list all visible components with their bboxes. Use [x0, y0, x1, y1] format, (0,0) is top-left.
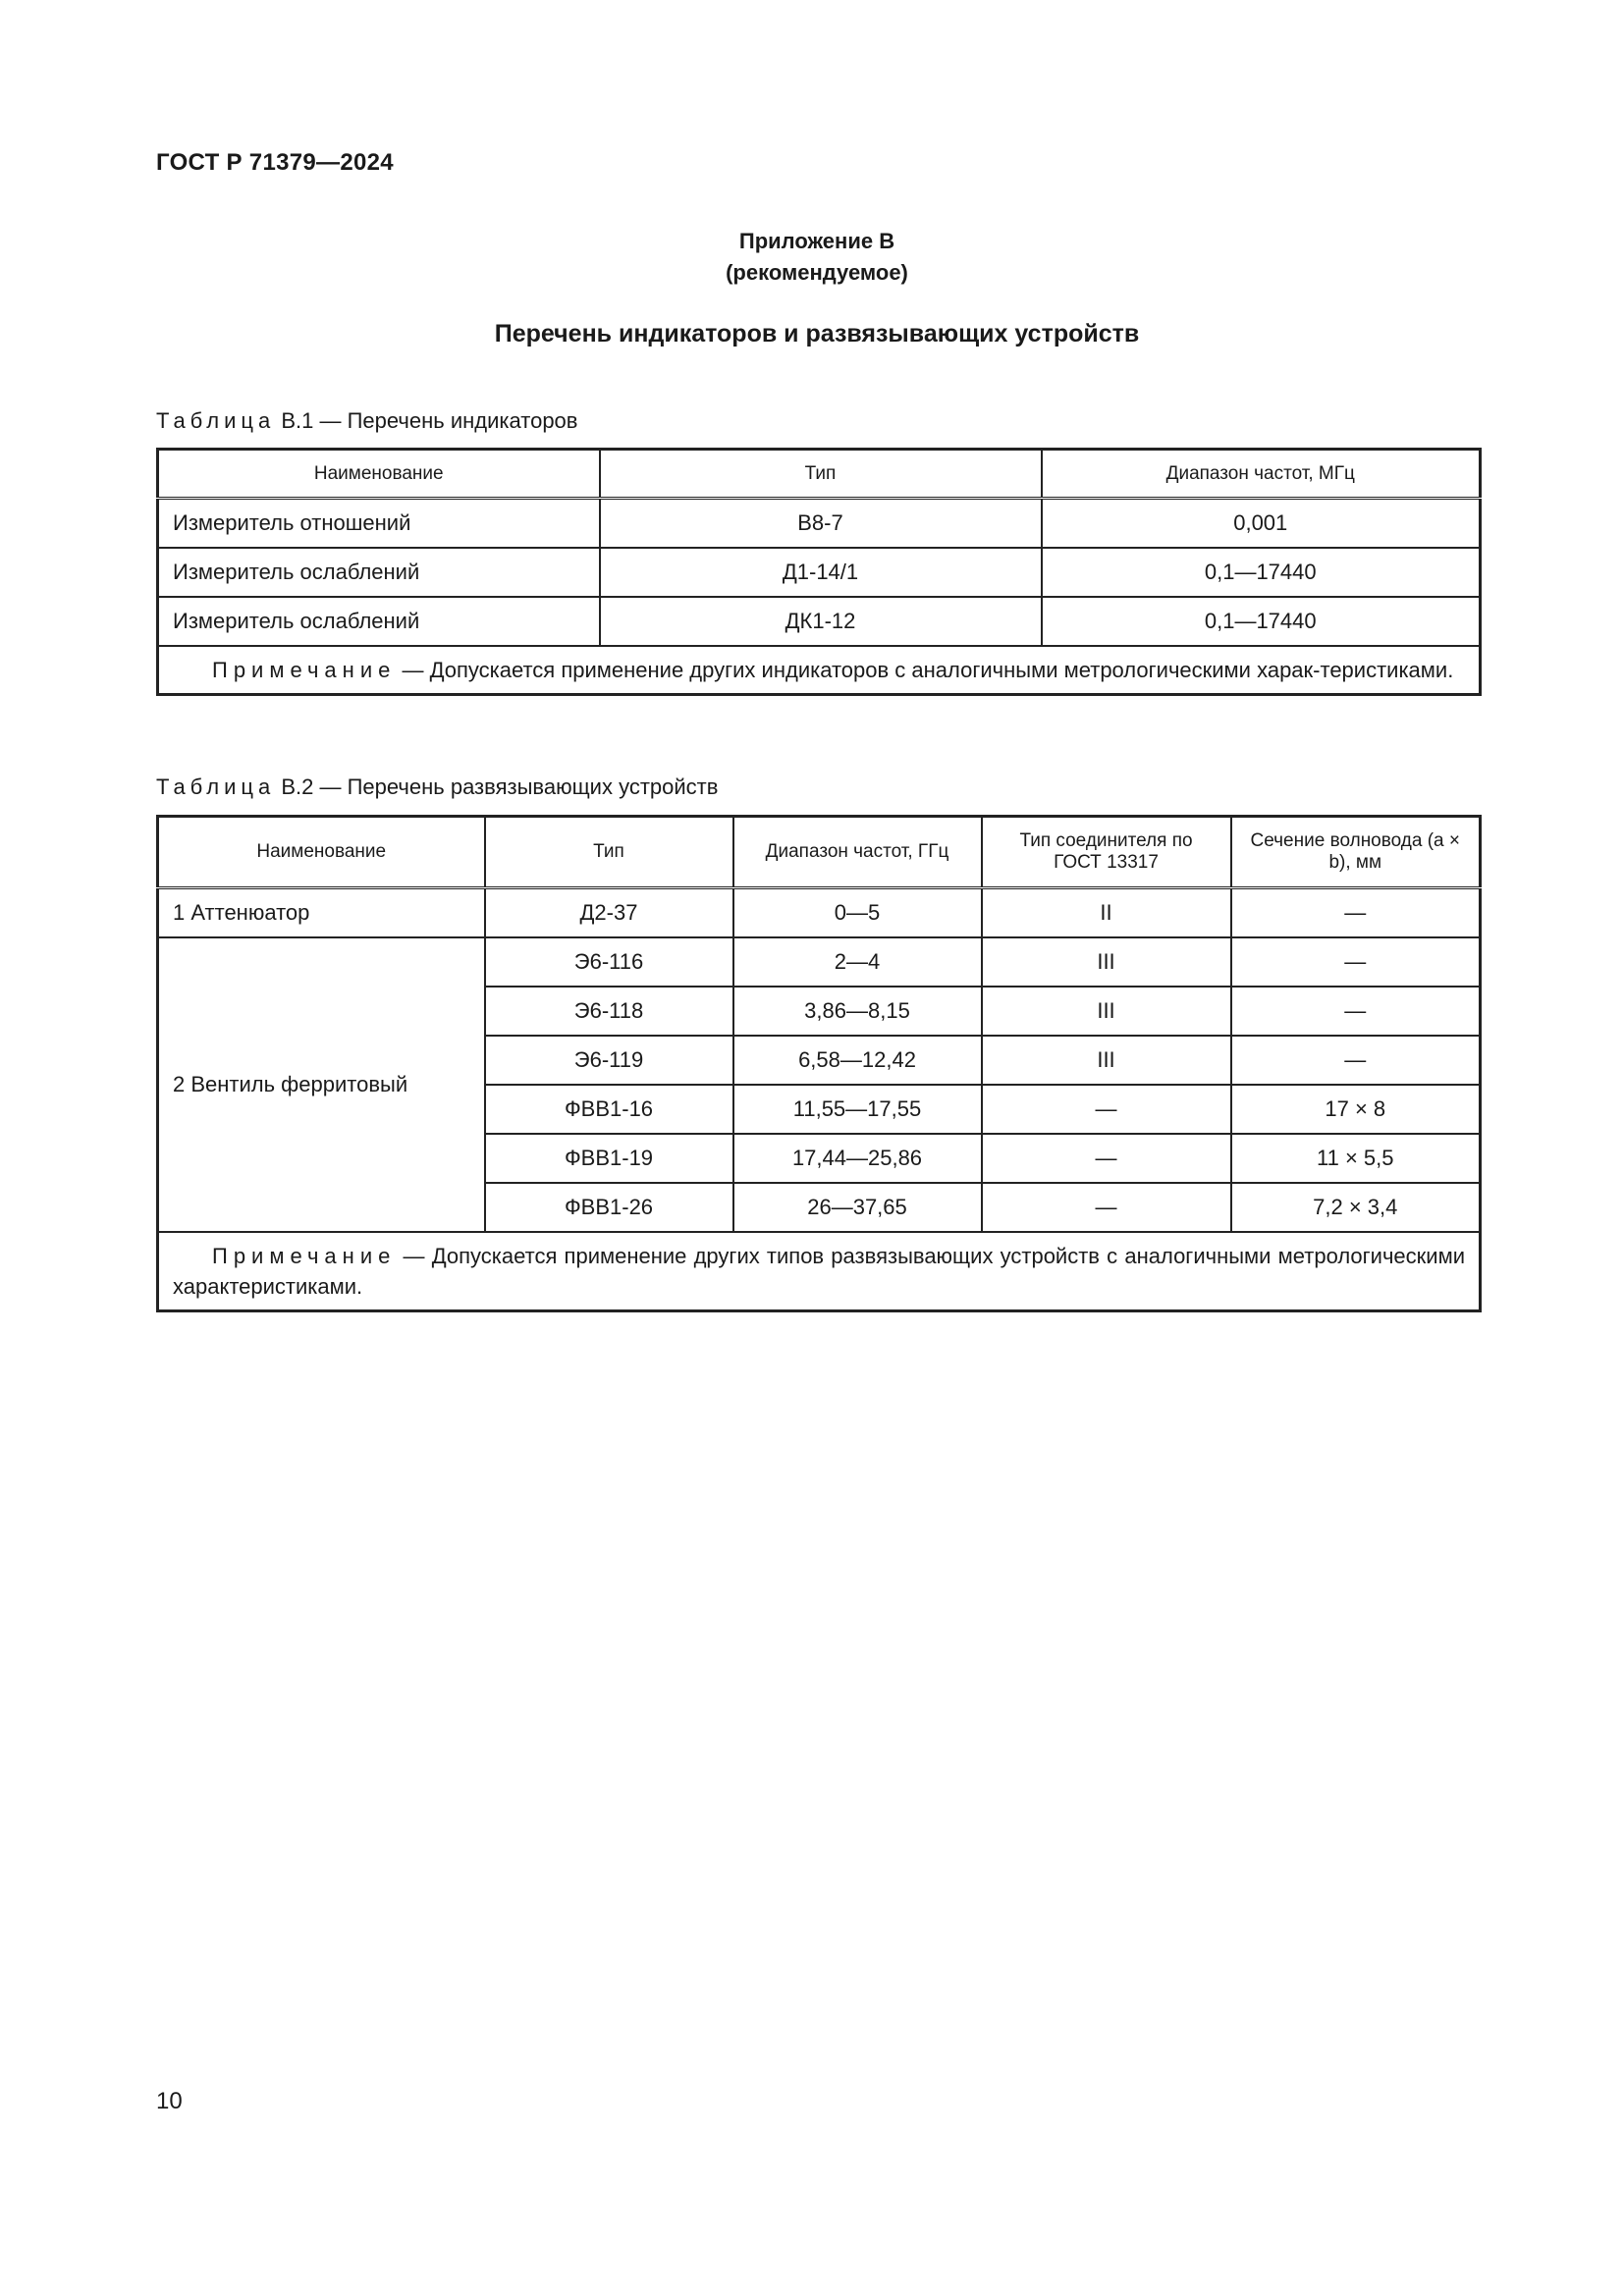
- table2-caption-word: Таблица: [156, 774, 276, 799]
- table2-cell-section: —: [1231, 987, 1481, 1036]
- table1-cell-type: В8-7: [600, 499, 1042, 548]
- table1-caption-word: Таблица: [156, 408, 276, 433]
- table2-cell-connector: III: [982, 987, 1231, 1036]
- appendix-kind: (рекомендуемое): [726, 260, 908, 285]
- table1-caption-rest: В.1 — Перечень индикаторов: [275, 408, 578, 433]
- table1-cell-name: Измеритель ослаблений: [158, 597, 600, 646]
- table1-cell-type: Д1-14/1: [600, 548, 1042, 597]
- table2-cell-type: Э6-118: [485, 987, 733, 1036]
- table2-cell-type: Э6-116: [485, 937, 733, 987]
- table2-header-row: [158, 817, 1481, 888]
- appendix-title: Приложение В: [738, 229, 895, 253]
- table-row: [158, 499, 1481, 548]
- table2-cell-section: —: [1231, 937, 1481, 987]
- table2-cell-range: 0—5: [733, 888, 982, 937]
- document-code-header: ГОСТ Р 71379—2024: [156, 149, 394, 176]
- table-row: [158, 888, 1481, 937]
- table2-cell-type: Д2-37: [485, 888, 733, 937]
- table-row: [158, 548, 1481, 597]
- table2-cell-section: 7,2 × 3,4: [1231, 1183, 1481, 1232]
- table2-cell-type: ФВВ1-16: [485, 1085, 733, 1134]
- table2-cell-connector: III: [982, 1036, 1231, 1085]
- table2-note-text: — Допускается применение других типов развязывающих устройств с аналогичными метрологическими характеристиками.: [173, 1243, 1465, 1299]
- table2-cell-section: 11 × 5,5: [1231, 1134, 1481, 1183]
- table1-cell-name: Измеритель ослаблений: [158, 548, 600, 597]
- page-number: 10: [156, 2088, 183, 2114]
- table2-cell-range: 26—37,65: [733, 1183, 982, 1232]
- table2-col-section: Сечение волновода (a × b), мм: [1231, 817, 1481, 888]
- table2-cell-section: —: [1231, 1036, 1481, 1085]
- table2-note: [158, 1232, 1481, 1311]
- table2-cell-connector: III: [982, 937, 1231, 987]
- table1-col-name: Наименование: [158, 450, 600, 499]
- table2-caption-rest: В.2 — Перечень развязывающих устройств: [275, 774, 719, 799]
- table1-note-text: — Допускается применение других индикаторов с аналогичными метрологическими харак-теристиками.: [396, 657, 1454, 682]
- table1-note-row: [158, 646, 1481, 695]
- table2-cell-connector: —: [982, 1134, 1231, 1183]
- table2-note-row: [158, 1232, 1481, 1311]
- table2-cell-range: 3,86—8,15: [733, 987, 982, 1036]
- table1-indicators: [156, 448, 1482, 696]
- section-title: Перечень индикаторов и развязывающих устройств: [494, 320, 1140, 347]
- table2-cell-type: ФВВ1-26: [485, 1183, 733, 1232]
- table2-cell-range: 6,58—12,42: [733, 1036, 982, 1085]
- table2-devices: [156, 815, 1482, 1312]
- table-row: [158, 597, 1481, 646]
- table1-cell-range: 0,1—17440: [1042, 548, 1481, 597]
- table2-caption: [156, 774, 718, 800]
- table2-col-type: Тип: [485, 817, 733, 888]
- table1-note: [158, 646, 1481, 695]
- table1-header-row: [158, 450, 1481, 499]
- table1-note-word: Примечание: [212, 657, 397, 682]
- table-row: [158, 937, 1481, 987]
- table2-cell-name-merged: 2 Вентиль ферритовый: [158, 937, 485, 1232]
- table2-cell-section: 17 × 8: [1231, 1085, 1481, 1134]
- table1-cell-range: 0,001: [1042, 499, 1481, 548]
- table2-cell-type: Э6-119: [485, 1036, 733, 1085]
- table1-cell-name: Измеритель отношений: [158, 499, 600, 548]
- table2-col-connector: Тип соединителя по ГОСТ 13317: [982, 817, 1231, 888]
- table2-note-word: Примечание: [212, 1243, 397, 1268]
- table1-caption: [156, 408, 577, 434]
- table2-col-name: Наименование: [158, 817, 485, 888]
- table2-col-range: Диапазон частот, ГГц: [733, 817, 982, 888]
- table2-cell-connector: —: [982, 1183, 1231, 1232]
- table2-cell-type: ФВВ1-19: [485, 1134, 733, 1183]
- table2-cell-connector: —: [982, 1085, 1231, 1134]
- table2-cell-range: 11,55—17,55: [733, 1085, 982, 1134]
- table1-cell-range: 0,1—17440: [1042, 597, 1481, 646]
- table1-col-range: Диапазон частот, МГц: [1042, 450, 1481, 499]
- table2-cell-connector: II: [982, 888, 1231, 937]
- table1-cell-type: ДК1-12: [600, 597, 1042, 646]
- table2-cell-name: 1 Аттенюатор: [158, 888, 485, 937]
- table1-col-type: Тип: [600, 450, 1042, 499]
- table2-cell-section: —: [1231, 888, 1481, 937]
- table2-cell-range: 2—4: [733, 937, 982, 987]
- appendix-heading: [0, 226, 1624, 289]
- table2-cell-range: 17,44—25,86: [733, 1134, 982, 1183]
